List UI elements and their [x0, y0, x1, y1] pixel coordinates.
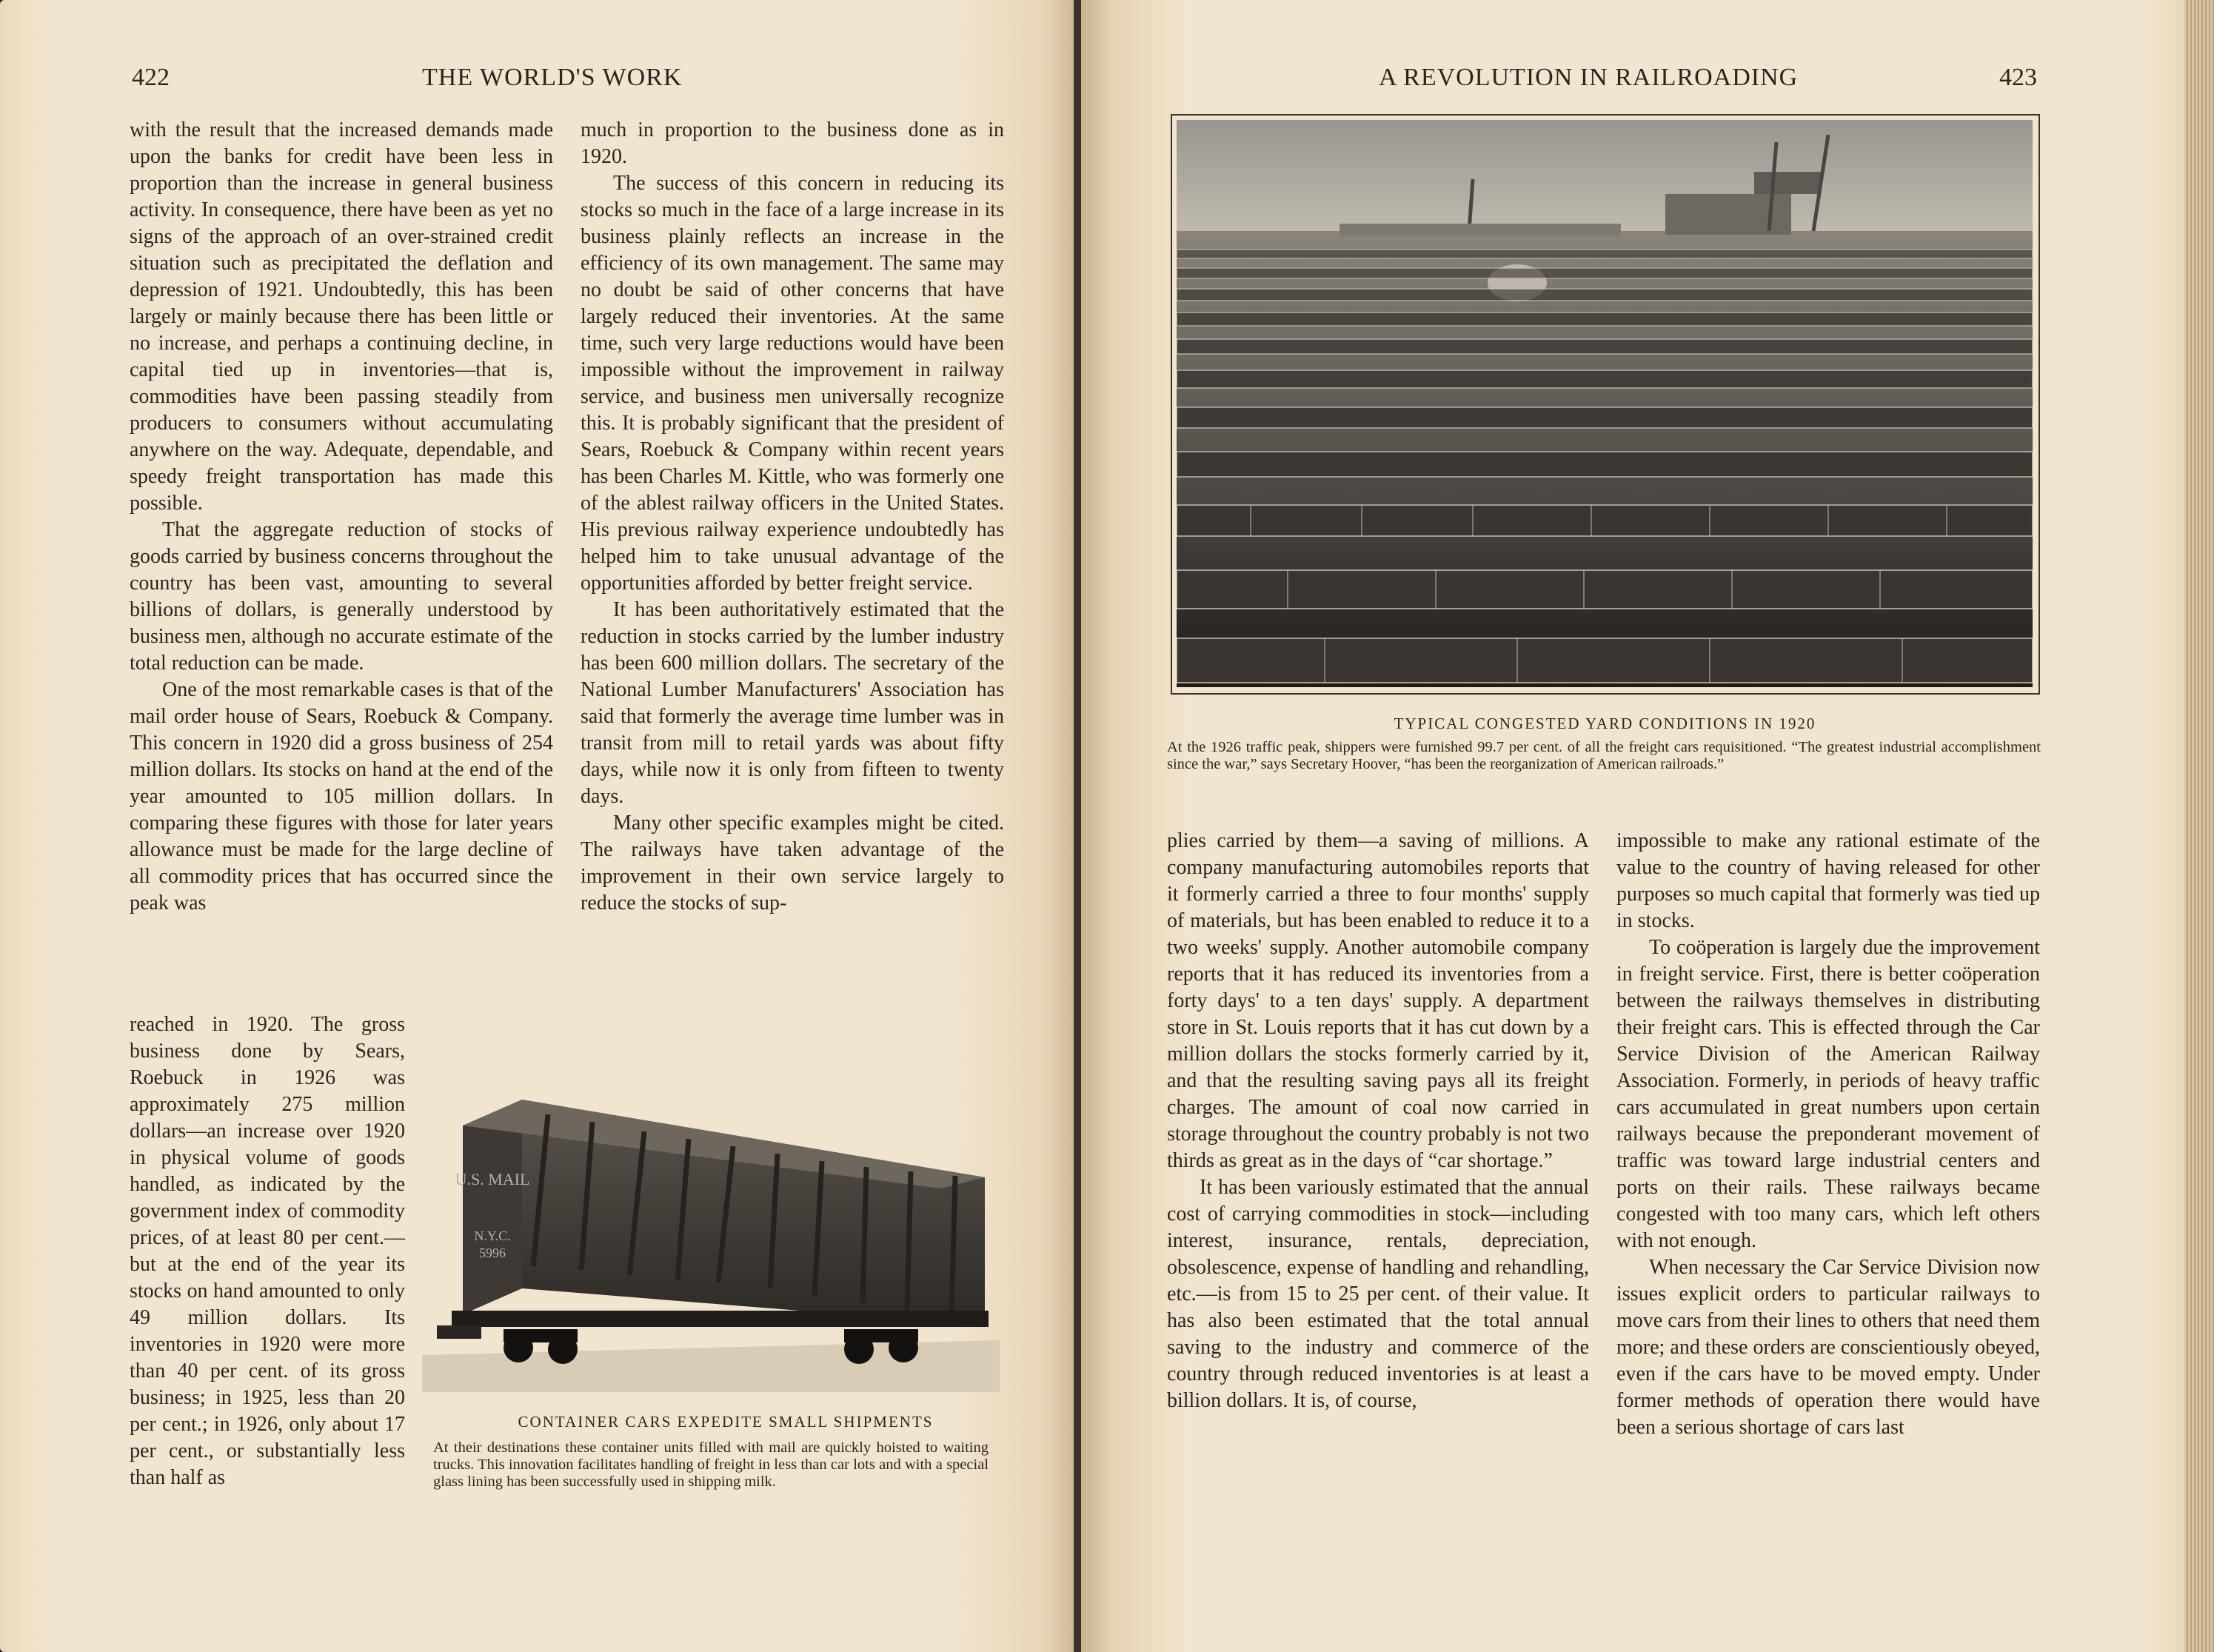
paragraph: It has been authoritatively estimated that the reduction in stocks carried by the lumber industry has been 600 million dollars. The secretary of the National Lumber Manufacturers' Association has said that formerly the average time lumber was in transit from mill to retail yards was about fifty days, while now it is only from fifteen to twenty days. [581, 598, 1004, 808]
yard-photo-frame [1171, 114, 2040, 695]
paragraph: The success of this concern in reducing its stocks so much in the face of a large increase in its business plainly reflects an increase in the efficiency of its own management. The same may no doubt be said of other concerns that have largely reduced their inventories. At the same time, such very large reductions would have been impossible without the improvement in railway service, and business men universally recognize this. It is probably significant that the president of Sears, Roebuck & Company within recent years has been Charles M. Kittle, who was formerly one of the ablest railway officers in the United States. His previous railway experience undoubtedly has helped him to take unusual advantage of the opportunities afforded by better freight service. [581, 172, 1004, 595]
right-column-2 [1616, 828, 2040, 1441]
car-marking: U.S. MAIL [455, 1170, 530, 1188]
yard-photo [1177, 120, 2033, 687]
paragraph: with the result that the increased demands made upon the banks for credit have been less in proportion than the increase in general business activity. In consequence, there have been as yet no signs of the approach of an over-strained credit situation such as precipitated the deflation and depression of 1921. Undoubtedly, this has been largely or mainly because there has been little or no increase, and perhaps a continuing decline, in capital tied up in inventories—that is, commodities have been passing steadily from producers to consumers without accumulating anywhere on the way. Adequate, dependable, and speedy freight transportation has made this possible. [130, 118, 553, 515]
right-column-1 [1167, 828, 1589, 1414]
left-column-1 [130, 117, 553, 917]
car-number: 5996 [479, 1245, 506, 1260]
left-column-2 [581, 117, 1004, 917]
page-number-left: 422 [132, 64, 170, 91]
left-column-1-narrow [130, 1011, 405, 1491]
left-page [0, 0, 1075, 1652]
car-road: N.Y.C. [474, 1228, 511, 1243]
running-head-right: A REVOLUTION IN RAILROADING [1379, 64, 1799, 91]
paragraph: It has been variously estimated that the annual cost of carrying commodities in stock—including interest, insurance, rentals, depreciation, obsolescence, expense of handling and rehandling, etc.—is from 15 to 25 per cent. of their value. It has also been estimated that the total annual saving to the industry and commerce of the country through reduced inventories is at least a billion dollars. It is, of course, [1167, 1176, 1589, 1412]
page-number-right: 423 [1999, 64, 2037, 91]
paragraph: impossible to make any rational estimate of the value to the country of having released for other purposes so much capital that formerly was tied up in stocks. [1616, 829, 2040, 932]
paragraph: much in proportion to the business done as in 1920. [581, 118, 1004, 168]
figure-caption-text-left: At their destinations these container units filled with mail are quickly hoisted to waiting trucks. This innovation facilitates handling of freight in less than car lots and with a special glass lining has been successfully used in shipping milk. [433, 1439, 989, 1490]
container-car-photo [422, 1044, 1000, 1399]
paragraph: When necessary the Car Service Division now issues explicit orders to particular railways to move cars from their lines to others that need them more; and these orders are conscientiously obeyed, even if the cars have to be moved empty. Under former methods of operation there would have been a serious shortage of cars last [1616, 1256, 2040, 1439]
running-head-left: THE WORLD'S WORK [422, 64, 683, 91]
figure-caption-title-right: TYPICAL CONGESTED YARD CONDITIONS IN 1920 [1394, 715, 1816, 732]
paragraph: One of the most remarkable cases is that of the mail order house of Sears, Roebuck & Company. This concern in 1920 did a gross business of 254 million dollars. Its stocks on hand at the end of the year amounted to 105 million dollars. In comparing these figures with those for later years allowance must be made for the large decline of all commodity prices that has occurred since the peak was [130, 678, 553, 914]
paragraph: To coöperation is largely due the improvement in freight service. First, there is better coöperation between the railways themselves in distributing their freight cars. This is effected through the Car Service Division of the American Railway Association. Formerly, in periods of heavy traffic cars accumulated in great numbers upon certain railways because the preponderant movement of traffic was toward large industrial centers and ports on their rails. These railways became congested with too many cars, which left others with not enough. [1616, 936, 2040, 1252]
paragraph: That the aggregate reduction of stocks of goods carried by business concerns throughout the country has been vast, amounting to several billions of dollars, is generally understood by business men, although no accurate estimate of the total reduction can be made. [130, 518, 553, 675]
paragraph: plies carried by them—a saving of millions. A company manufacturing automobiles reports that it formerly carried a three to four months' supply of materials, but has been enabled to reduce it to a two weeks' supply. Another automobile company reports that it has reduced its inventories from a forty days' to a ten days' supply. A department store in St. Louis reports that it has cut down by a million dollars the stocks formerly carried by it, and that the resulting saving pays all its freight charges. The amount of coal now carried in storage throughout the country probably is not two thirds as great as in the days of “car shortage.” [1167, 829, 1589, 1172]
figure-caption-title-left: CONTAINER CARS EXPEDITE SMALL SHIPMENTS [518, 1413, 934, 1431]
page-edges [2184, 0, 2214, 1652]
right-page [1081, 0, 2188, 1652]
paragraph: Many other specific examples might be cited. The railways have taken advantage of the improvement in their own service largely to reduce the stocks of sup- [581, 812, 1004, 914]
figure-caption-text-right: At the 1926 traffic peak, shippers were furnished 99.7 per cent. of all the freight cars requisitioned. “The greatest industrial accomplishment since the war,” says Secretary Hoover, “has been the reorganization of American railroads.” [1167, 739, 2041, 772]
paragraph: reached in 1920. The gross business done by Sears, Roebuck in 1926 was approximately 275 million dollars—an increase over 1920 in physical volume of goods handled, as indicated by the government index of commodity prices, of at least 80 per cent.—but at the end of the year its stocks on hand amounted to only 49 million dollars. Its inventories in 1920 were more than 40 per cent. of its gross business; in 1925, less than 20 per cent.; in 1926, only about 17 per cent., or substantially less than half as [130, 1013, 405, 1489]
